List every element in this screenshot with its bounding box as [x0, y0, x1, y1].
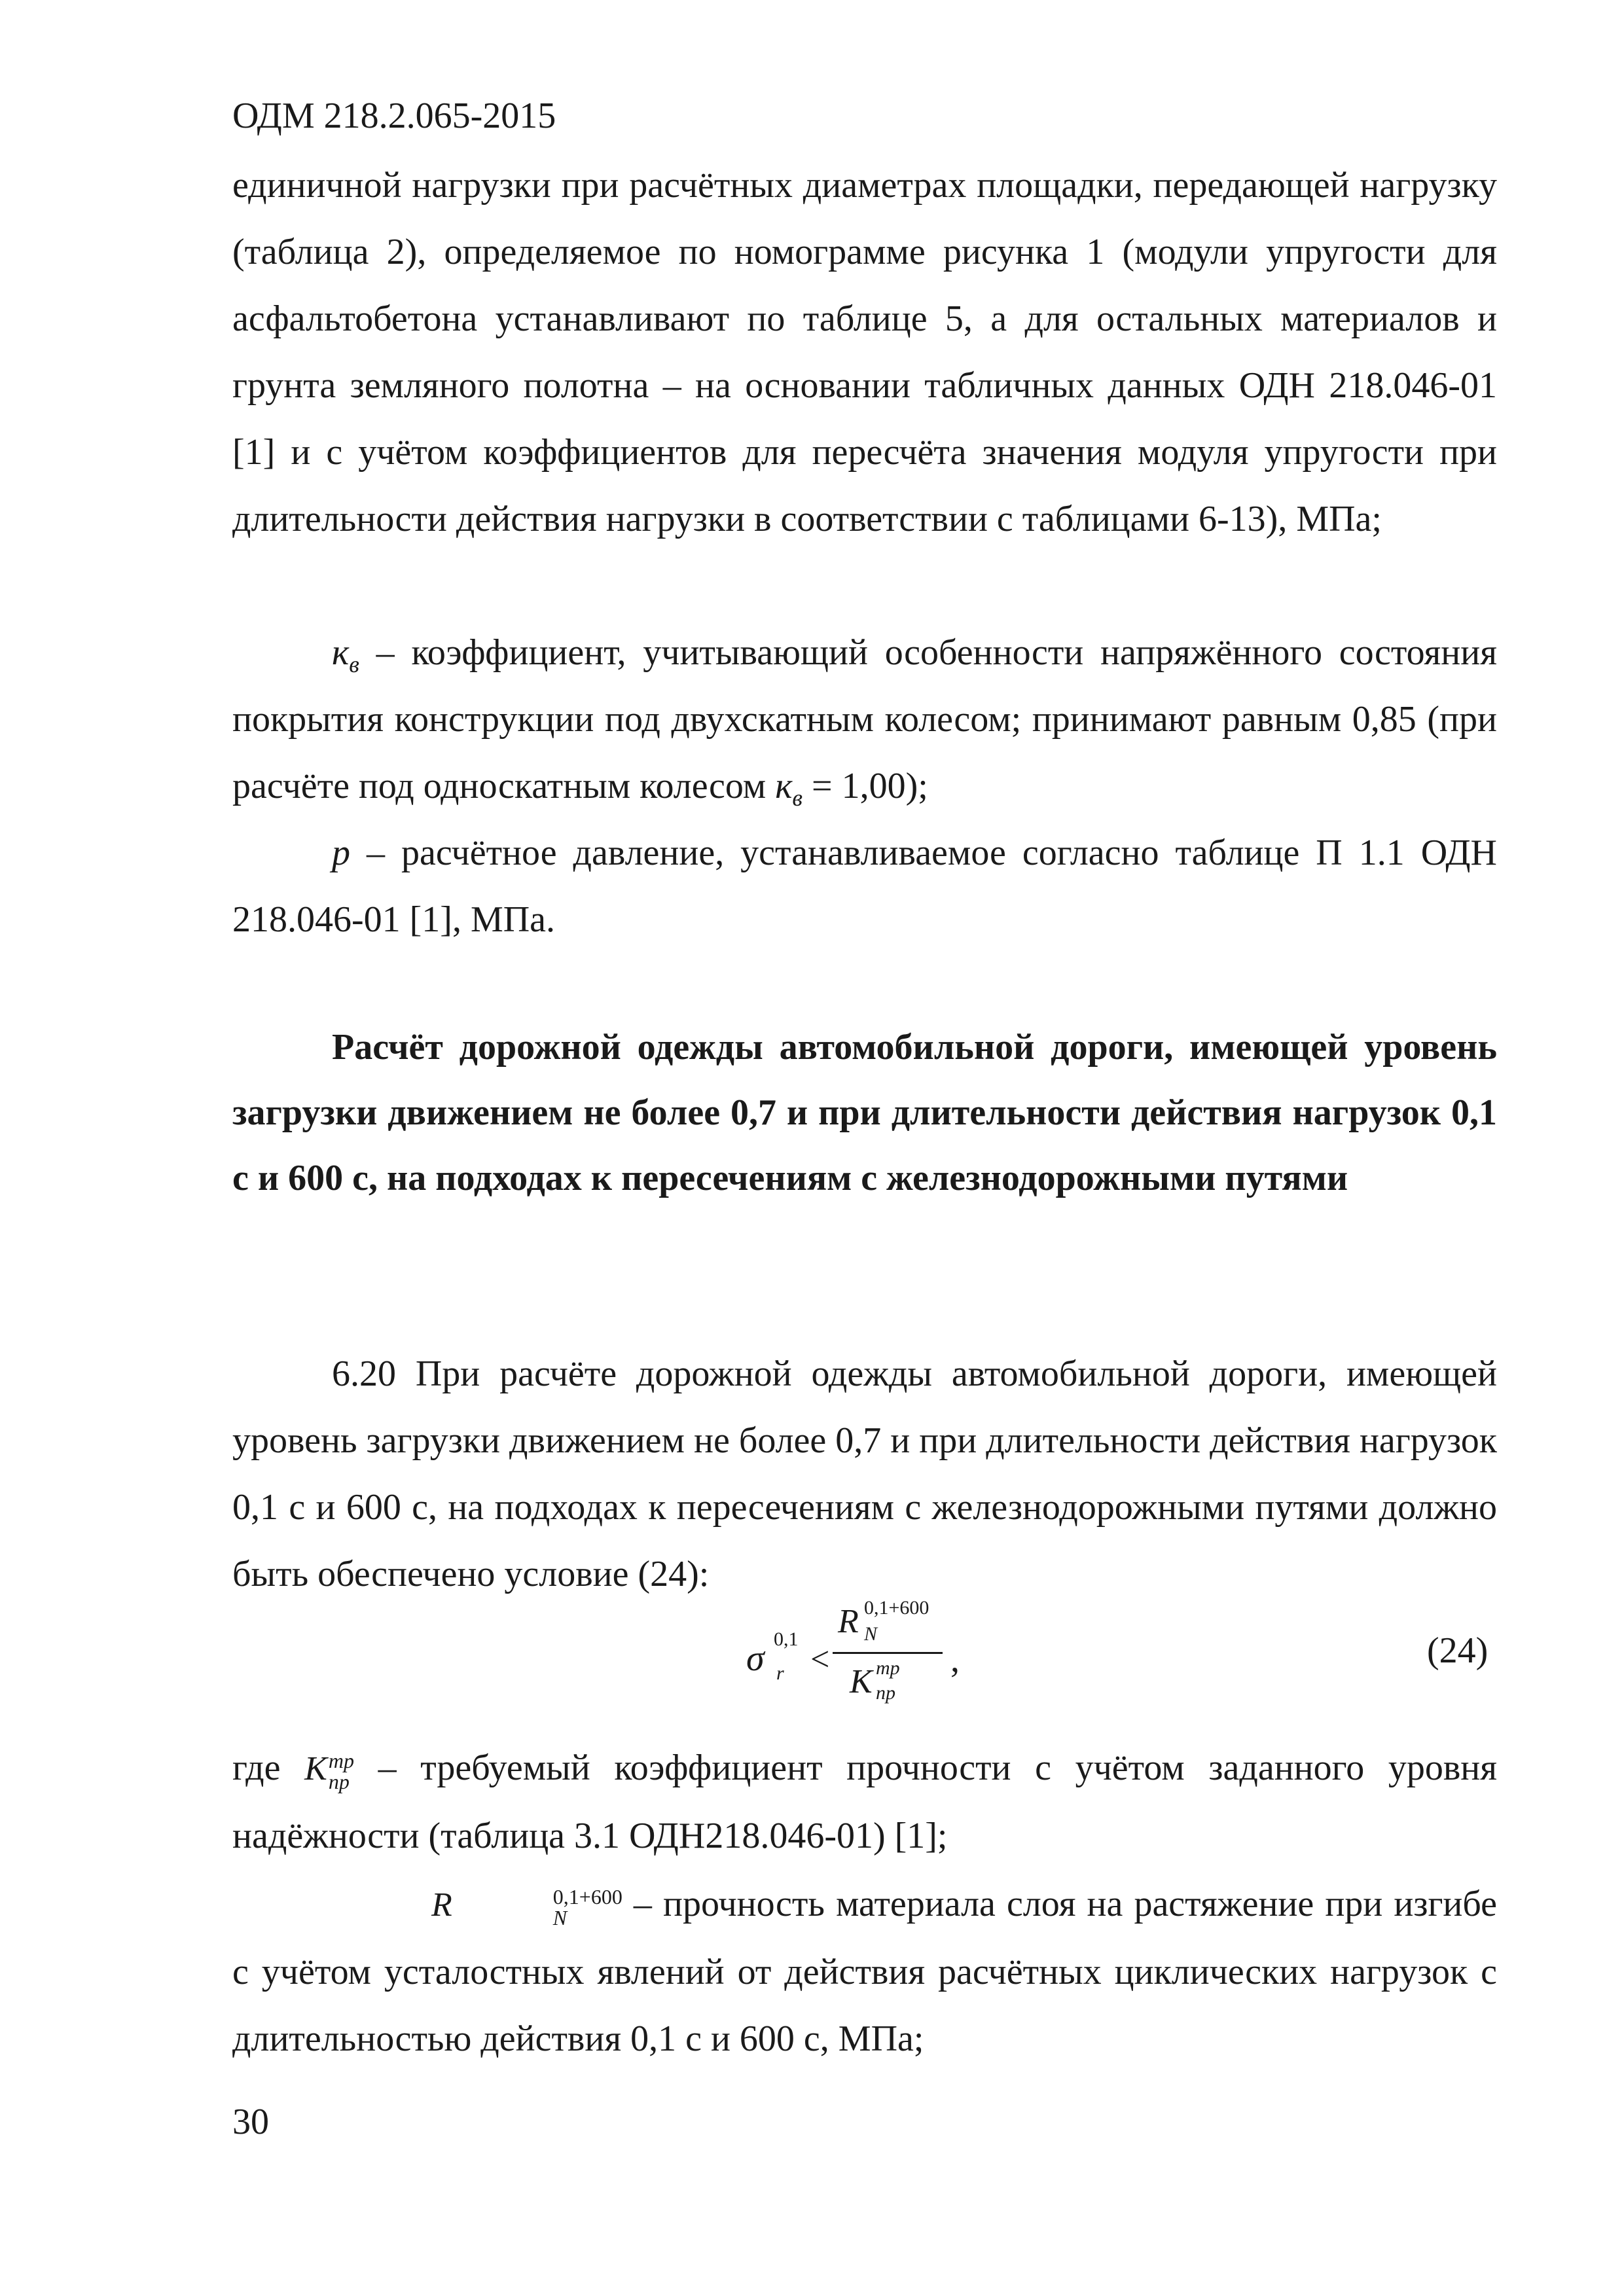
- formula-less-than: <: [810, 1641, 830, 1678]
- formula-sigma-sup: 0,1: [774, 1628, 799, 1650]
- rn-symbol: R 0,1+600 N: [431, 1885, 623, 1930]
- formula-numerator-sup: 0,1+600: [864, 1597, 929, 1619]
- equation-number: (24): [1427, 1630, 1489, 1671]
- paragraph-p: [232, 819, 1497, 953]
- document-id: ОДМ 218.2.065-2015: [232, 96, 556, 136]
- formula-denominator-K: K: [850, 1663, 873, 1700]
- p-symbol: p: [332, 833, 350, 873]
- formula-sigma-sub: r: [776, 1662, 784, 1684]
- formula-numerator-sub: N: [864, 1623, 878, 1645]
- formula-sigma: σ: [746, 1638, 765, 1679]
- p-text: – расчётное давление, устанавливаемое согласно таблице П 1.1 ОДН 218.046-01 [1], МПа.: [232, 833, 1497, 940]
- rn-text: – прочность материала слоя на растяжение при изгибе с учётом усталостных явлений от действия расчётных циклических нагрузок с длительностью действия 0,1 с и 600 с, МПа;: [232, 1884, 1497, 2059]
- formula-24: [740, 1597, 1001, 1715]
- k-tr-text: – требуемый коэффициент прочности с учётом заданного уровня надёжности (таблица 3.1 ОДН218.046-01) [1];: [232, 1748, 1497, 1856]
- fraction-bar: [833, 1652, 943, 1654]
- k-tr-symbol: K тр пр: [304, 1749, 354, 1794]
- formula-numerator-R: R: [838, 1603, 859, 1640]
- paragraph-rn: [232, 1871, 1497, 2072]
- section-heading: Расчёт дорожной одежды автомобильной дороги, имеющей уровень загрузки движением не более 0,7 и при длительности действия нагрузок 0,1 с и 600 с, на подходах к пересечениям с железнодорожными путями: [232, 1027, 1497, 1198]
- kv-symbol: $к_в$: [332, 632, 359, 678]
- formula-denominator-sup: тр: [876, 1657, 900, 1679]
- paragraph-kv: [232, 619, 1497, 819]
- paragraph-k-tr: [232, 1734, 1497, 1869]
- page-number: 30: [232, 2102, 269, 2142]
- kv-tail: = 1,00);: [803, 766, 928, 806]
- kv-symbol-2: $к_в$: [775, 766, 803, 812]
- formula-denominator-sub: пр: [876, 1682, 895, 1704]
- paragraph-6-20: 6.20 При расчёте дорожной одежды автомобильной дороги, имеющей уровень загрузки движением не более 0,7 и при длительности действия нагрузок 0,1 с и 600 с, на подходах к пересечениям с железнодорожными путями должно быть обеспечено условие (24):: [232, 1354, 1497, 1594]
- formula-comma: ,: [950, 1640, 960, 1680]
- kv-text: – коэффициент, учитывающий особенности напряжённого состояния покрытия конструкции под двухскатным колесом; принимают равным 0,85 (при расчёте под односкатным колесом: [232, 632, 1497, 806]
- where-lead: где: [232, 1748, 305, 1788]
- paragraph-1: единичной нагрузки при расчётных диаметрах площадки, передающей нагрузку (таблица 2), определяемое по номограмме рисунка 1 (модули упругости для асфальтобетона устанавливают по таблице 5, а для остальных материалов и грунта земляного полотна – на основании табличных данных ОДН 218.046-01 [1] и с учётом коэффициентов для пересчёта значения модуля упругости при длительности действия нагрузки в соответствии с таблицами 6-13), МПа;: [232, 165, 1497, 539]
